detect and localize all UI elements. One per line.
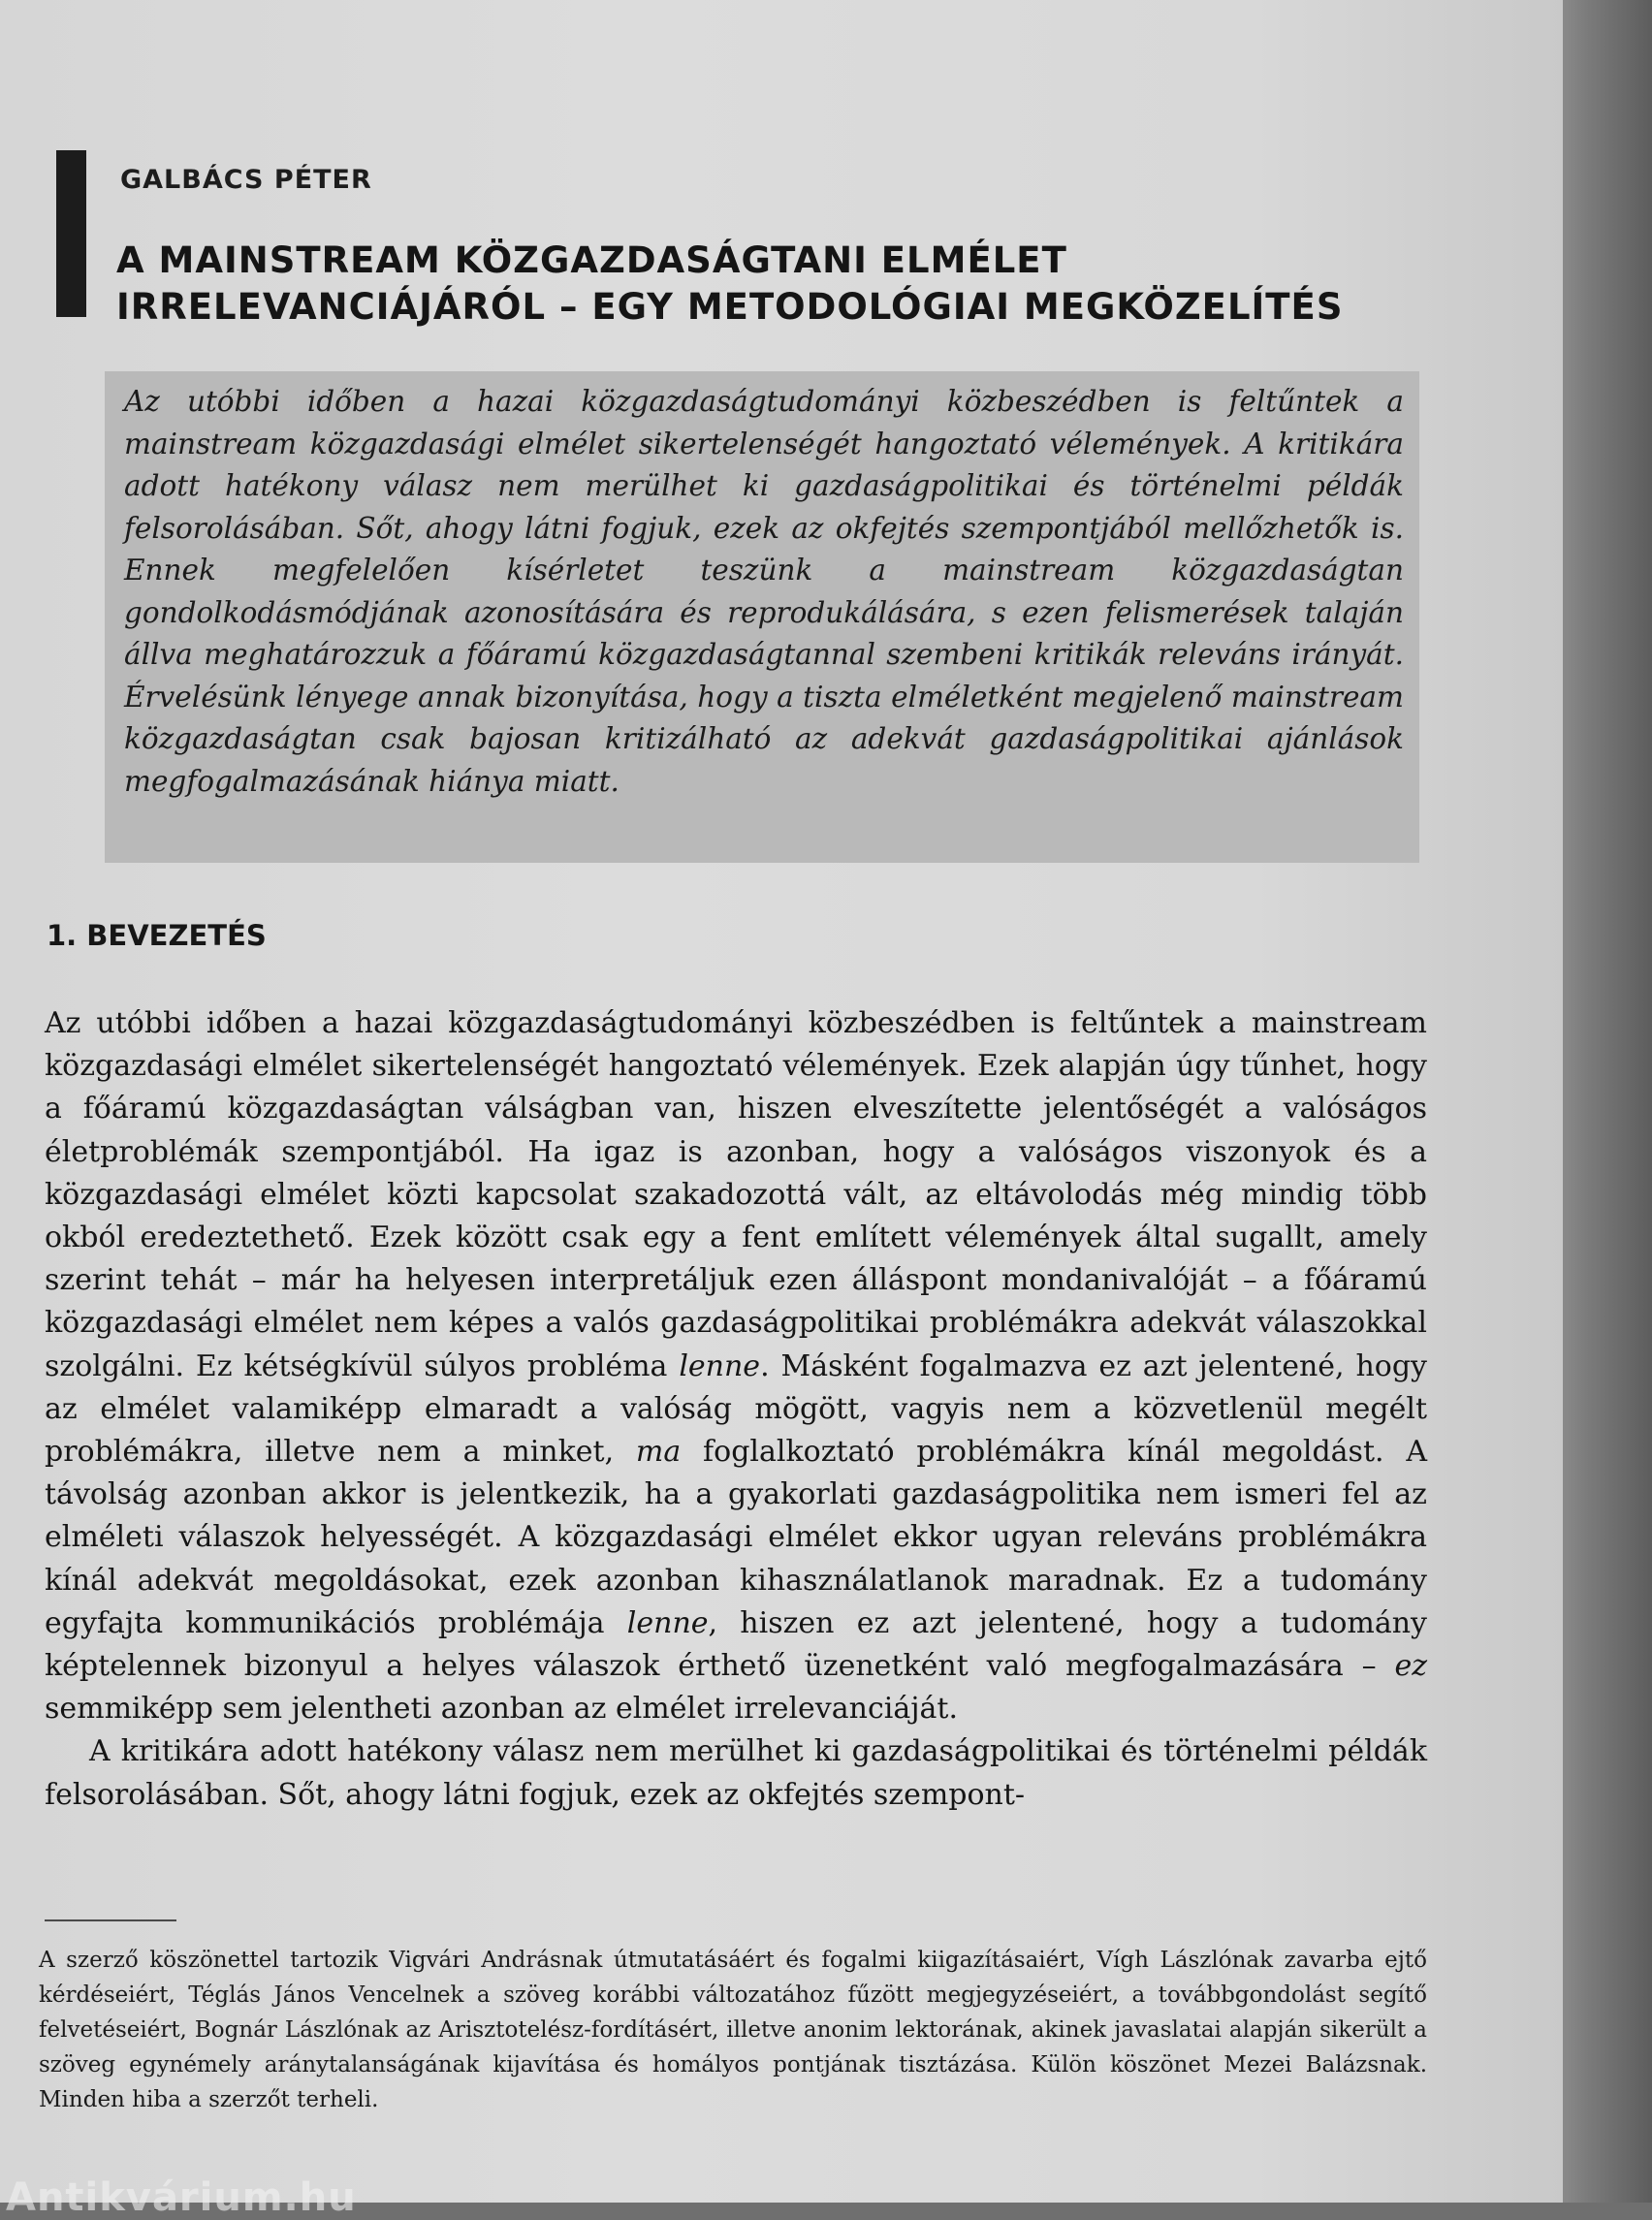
paragraph: A kritikára adott hatékony válasz nem merülhet ki gazdaságpolitikai és történelmi példák felsorolásában. Sőt, ahogy látni fogjuk, ezek az okfejtés szempont- [45, 1734, 1427, 1812]
article-title [116, 238, 1377, 331]
text-run: foglalkoztató problémákra kínál megoldást. A távolság azonban akkor is jelentkezik, ha a gyakorlati gazdaságpolitika nem ismeri fel az elméleti válaszok helyességét. A közgazdasági elmélet ekkor ugyan releváns problémákra kínál adekvát megoldásokat, ezek azonban kihasználatlanok maradnak. Ez a tudomány egyfajta kommunikációs problémája [45, 1435, 1427, 1640]
footnote: A szerző köszönettel tartozik Vigvári Andrásnak útmutatásáért és fogalmi kiigazításaiért, Vígh Lászlónak zavarba ejtő kérdéseiért, Téglás János Vencelnek a szöveg korábbi változatához fűzött megjegyzéseiért, a továbbgondolást segítő felvetéseiért, Bognár Lászlónak az Arisztotelész-fordításért, illetve anonim lektorának, akinek javaslatai alapján sikerült a szöveg egynémely aránytalanságának kijavítása és homályos pontjának tisztázása. Külön köszönet Mezei Balázsnak. Minden hiba a szerzőt terheli. [39, 1948, 1427, 2112]
emphasis: lenne [626, 1605, 709, 1640]
emphasis: ma [635, 1435, 682, 1470]
abstract-box [105, 371, 1419, 863]
title-line: IRRELEVANCIÁJÁRÓL – EGY METODOLÓGIAI MEGKÖZELÍTÉS [116, 286, 1344, 328]
paragraph [45, 1002, 1427, 1730]
abstract-text: Az utóbbi időben a hazai közgazdaságtudományi közbeszédben is feltűntek a mainstream közgazdasági elmélet sikertelenségét hangoztató vélemények. A kritikára adott hatékony válasz nem merülhet ki gazdaságpolitikai és történelmi példák felsorolásában. Sőt, ahogy látni fogjuk, ezek az okfejtés szempontjából mellőzhetők is. Ennek megfelelően kísérletet teszünk a mainstream közgazdaságtan gondolkodásmódjának azonosítására és reprodukálására, s ezen felismerések talaján állva meghatározzuk a főáramú közgazdaságtannal szembeni kritikák releváns irányát. Érvelésünk lényege annak bizonyítása, hogy a tiszta elméletként megjelenő mainstream közgazdaságtan csak bajosan kritizálható az adekvát gazdaságpolitikai ajánlások megfogalmazásának hiánya miatt. [124, 385, 1404, 798]
text-run: Az utóbbi időben a hazai közgazdaságtudományi közbeszédben is feltűntek a mainstream közgazdasági elmélet sikertelenségét hangoztató vélemények. Ezek alapján úgy tűnhet, hogy a főáramú közgazdaságtan válságban van, hiszen elveszítette jelentőségét a valóságos életproblémák szempontjából. Ha igaz is azonban, hogy a valóságos viszonyok és a közgazdasági elmélet közti kapcsolat szakadozottá vált, az eltávolodás még mindig több okból eredeztethető. Ezek között csak egy a fent említett vélemények által sugallt, amely szerint tehát – már ha helyesen interpretáljuk ezen álláspont mondanivalóját – a főáramú közgazdasági elmélet nem képes a valós gazdaságpolitikai problémákra adekvát válaszokkal szolgálni. Ez kétségkívül súlyos probléma [45, 1006, 1427, 1383]
chapter-marker-bar [56, 150, 86, 317]
text-run: . Másként fogalmazva ez azt jelentené, hogy az elmélet valamiképp elmaradt a valóság mögött, vagyis nem a közvetlenül megélt problémákra, illetve nem a minket, [45, 1348, 1427, 1470]
text-run: , hiszen ez azt jelentené, hogy a tudomány képtelennek bizonyul a helyes válaszok érthető üzenetként való megfogalmazására – [45, 1605, 1427, 1684]
text-run: semmiképp sem jelentheti azonban az elmélet irrelevanciáját. [45, 1692, 959, 1727]
section-heading: 1. BEVEZETÉS [47, 919, 267, 952]
author-name: GALBÁCS PÉTER [120, 165, 372, 195]
body-text [45, 1002, 1427, 1817]
emphasis: ez [1394, 1649, 1427, 1684]
footnote-rule [45, 1919, 176, 1921]
title-line: A MAINSTREAM KÖZGAZDASÁGTANI ELMÉLET [116, 239, 1067, 281]
watermark: Antikvárium.hu [6, 2175, 357, 2220]
emphasis: lenne [679, 1348, 761, 1383]
page-edge [1563, 0, 1652, 2203]
